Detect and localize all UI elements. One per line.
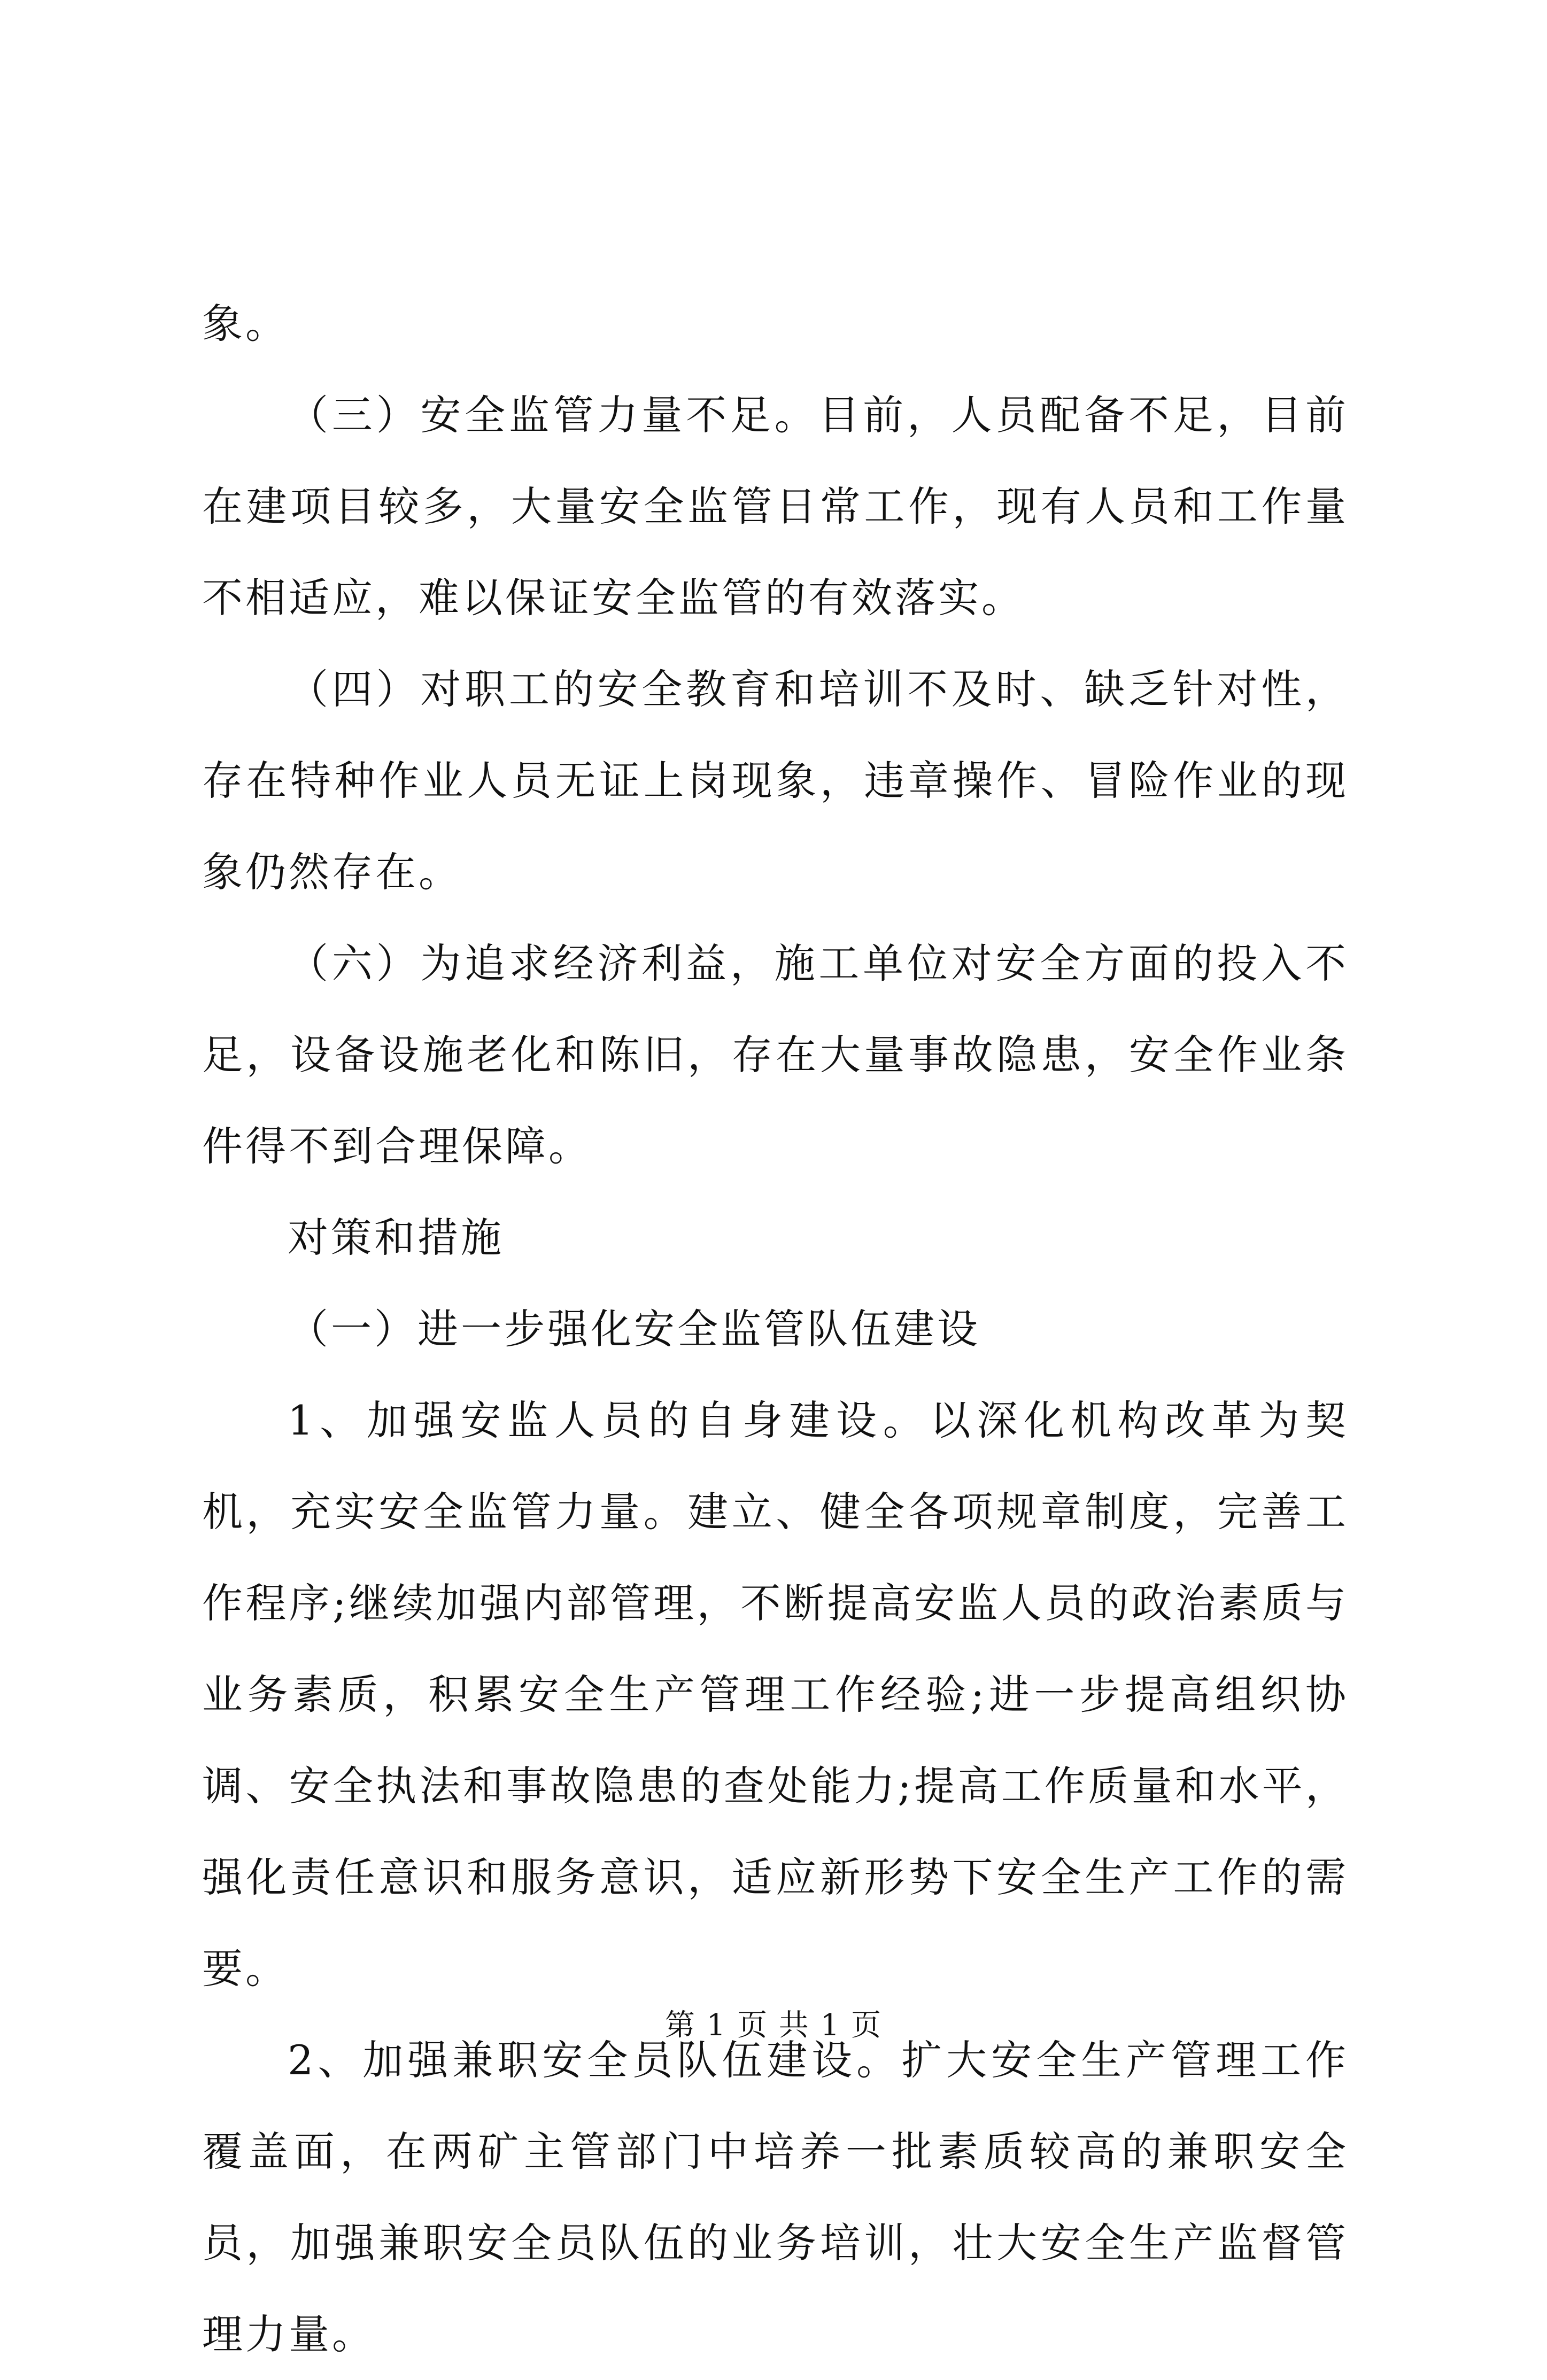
page-footer: 第 1 页 共 1 页 <box>664 2008 883 2043</box>
paragraph-item-4: （四）对职工的安全教育和培训不及时、缺乏针对性，存在特种作业人员无证上岗现象，违章操作、冒险作业的现象仍然存在。 <box>202 665 1349 896</box>
paragraph-measure-2: 2、加强兼职安全员队伍建设。扩大安全生产管理工作覆盖面，在两矿主管部门中培养一批素质较高的兼职安全员，加强兼职安全员队伍的业务培训，壮大安全生产监督管理力量。 <box>202 2036 1349 2358</box>
paragraph-item-3: （三）安全监管力量不足。目前，人员配备不足，目前在建项目较多，大量安全监管日常工作，现有人员和工作量不相适应，难以保证安全监管的有效落实。 <box>202 391 1349 622</box>
paragraph-item-6: （六）为追求经济利益，施工单位对安全方面的投入不足，设备设施老化和陈旧，存在大量事故隐患，安全作业条件得不到合理保障。 <box>202 940 1349 1170</box>
paragraph-continuation: 象。 <box>202 300 289 347</box>
document-body <box>202 278 1349 2380</box>
subsection-heading: （一）进一步强化安全监管队伍建设 <box>288 1305 980 1353</box>
paragraph-measure-1: 1、加强安监人员的自身建设。以深化机构改革为契机，充实安全监管力量。建立、健全各项规章制度，完善工作程序;继续加强内部管理，不断提高安监人员的政治素质与业务素质，积累安全生产管理工作经验;进一步提高组织协调、安全执法和事故隐患的查处能力;提高工作质量和水平，强化责任意识和服务意识，适应新形势下安全生产工作的需要。 <box>202 1397 1349 1993</box>
section-heading: 对策和措施 <box>288 1214 504 1261</box>
